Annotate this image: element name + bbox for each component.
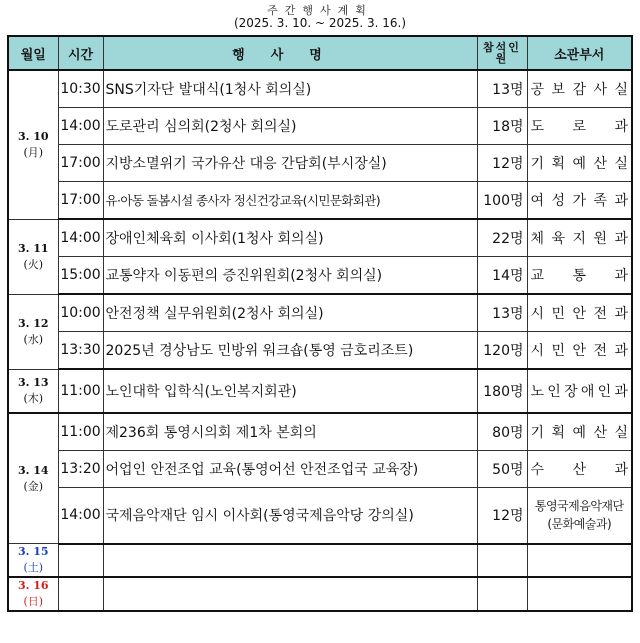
weekday-label: (水) xyxy=(23,332,44,346)
table-row xyxy=(8,219,632,257)
time-cell: 14:00 xyxy=(58,488,103,544)
dept-name: 체 육 지 원 과 xyxy=(530,231,628,247)
attendance-count: 14명 xyxy=(477,257,527,295)
dept-cell xyxy=(527,369,632,413)
event-name: 유·아동 돌봄시설 종사자 정신건강교육(시민문화회관) xyxy=(103,182,477,220)
time-cell: 14:00 xyxy=(58,108,103,145)
table-row xyxy=(8,70,632,108)
table-row xyxy=(8,577,632,611)
period-range: (2025. 3. 10. ~ 2025. 3. 16.) xyxy=(233,16,407,30)
dept-name: 기 획 예 산 실 xyxy=(530,425,628,441)
event-name: 노인대학 입학식(노인복지회관) xyxy=(103,369,477,413)
table-row xyxy=(8,413,632,451)
dept-name: 기 획 예 산 실 xyxy=(530,156,628,172)
dept-name: 도 로 과 xyxy=(530,119,628,135)
dept-cell xyxy=(527,488,632,544)
time-cell: 10:00 xyxy=(58,294,103,332)
attendance-count: 50명 xyxy=(477,451,527,488)
dept-name: 수 산 과 xyxy=(530,462,628,478)
dept-cell xyxy=(527,145,632,182)
time-cell xyxy=(58,544,103,578)
time-cell: 11:00 xyxy=(58,413,103,451)
page-title: 주간행사계획 xyxy=(267,4,373,17)
event-name: 국제음악재단 임시 이사회(통영국제음악당 강의실) xyxy=(103,488,477,544)
dept-cell xyxy=(527,257,632,295)
attendance-count: 22명 xyxy=(477,219,527,257)
dept-name: 교 통 과 xyxy=(530,268,628,284)
event-name: 도로관리 심의회(2청사 회의실) xyxy=(103,108,477,145)
dept-line-1: 통영국제음악재단 xyxy=(534,499,624,514)
event-name: 어업인 안전조업 교육(통영어선 안전조업국 교육장) xyxy=(103,451,477,488)
table-header-row xyxy=(8,36,632,70)
table-row xyxy=(8,451,632,488)
event-name: SNS기자단 발대식(1청사 회의실) xyxy=(103,70,477,108)
dept-cell xyxy=(527,332,632,370)
header-time: 시간 xyxy=(58,36,103,70)
time-cell: 13:20 xyxy=(58,451,103,488)
weekday-label: (金) xyxy=(23,479,44,493)
date-label: 3. 11 xyxy=(17,241,49,255)
attendance-count: 12명 xyxy=(477,488,527,544)
date-label: 3. 13 xyxy=(17,375,49,389)
weekday-label: (日) xyxy=(23,595,44,608)
dept-name: 여 성 가 족 과 xyxy=(530,193,628,209)
table-row xyxy=(8,294,632,332)
dept-cell xyxy=(527,182,632,220)
event-name xyxy=(103,544,477,578)
time-cell: 17:00 xyxy=(58,145,103,182)
time-cell: 11:00 xyxy=(58,369,103,413)
table-row xyxy=(8,145,632,182)
date-cell xyxy=(8,219,58,294)
header-date: 월일 xyxy=(8,36,58,70)
dept-cell xyxy=(527,413,632,451)
dept-cell xyxy=(527,577,632,611)
date-cell xyxy=(8,294,58,369)
attendance-count: 120명 xyxy=(477,332,527,370)
attendance-count: 13명 xyxy=(477,294,527,332)
time-cell: 15:00 xyxy=(58,257,103,295)
dept-line-2: (문화예술과) xyxy=(547,517,612,532)
dept-cell xyxy=(527,108,632,145)
header-event: 행사명 xyxy=(103,36,477,70)
table-row xyxy=(8,369,632,413)
weekday-label: (木) xyxy=(23,391,44,405)
dept-cell xyxy=(527,451,632,488)
attendance-count xyxy=(477,544,527,578)
attendance-count: 18명 xyxy=(477,108,527,145)
time-cell xyxy=(58,577,103,611)
attendance-count: 13명 xyxy=(477,70,527,108)
date-label: 3. 15 xyxy=(17,545,49,558)
weekday-label: (月) xyxy=(23,145,44,159)
table-row xyxy=(8,182,632,220)
table-row xyxy=(8,488,632,544)
table-row xyxy=(8,544,632,578)
event-name: 안전정책 실무위원회(2청사 회의실) xyxy=(103,294,477,332)
attendance-count: 80명 xyxy=(477,413,527,451)
dept-cell xyxy=(527,544,632,578)
date-label: 3. 16 xyxy=(17,579,49,592)
dept-name: 시 민 안 전 과 xyxy=(530,343,628,359)
date-label: 3. 12 xyxy=(17,316,49,330)
table-row xyxy=(8,108,632,145)
dept-name: 공 보 감 사 실 xyxy=(530,82,628,98)
dept-cell xyxy=(527,70,632,108)
weekday-label: (火) xyxy=(23,257,44,271)
event-name: 장애인체육회 이사회(1청사 회의실) xyxy=(103,219,477,257)
event-name: 교통약자 이동편의 증진위원회(2청사 회의실) xyxy=(103,257,477,295)
date-label: 3. 10 xyxy=(17,129,49,143)
event-name: 2025년 경상남도 민방위 워크숍(통영 금호리조트) xyxy=(103,332,477,370)
header-attendance: 참석인원 xyxy=(477,36,527,70)
time-cell: 14:00 xyxy=(58,219,103,257)
date-cell xyxy=(8,577,58,611)
time-cell: 13:30 xyxy=(58,332,103,370)
date-cell xyxy=(8,369,58,413)
attendance-count xyxy=(477,577,527,611)
weekly-schedule-table xyxy=(7,35,633,612)
date-cell xyxy=(8,413,58,544)
time-cell: 17:00 xyxy=(58,182,103,220)
table-row xyxy=(8,257,632,295)
event-name: 제236회 통영시의회 제1차 본회의 xyxy=(103,413,477,451)
event-name: 지방소멸위기 국가유산 대응 간담회(부시장실) xyxy=(103,145,477,182)
date-label: 3. 14 xyxy=(17,463,49,477)
event-name xyxy=(103,577,477,611)
time-cell: 10:30 xyxy=(58,70,103,108)
weekday-label: (土) xyxy=(23,561,44,574)
date-cell xyxy=(8,70,58,219)
dept-name: 시 민 안 전 과 xyxy=(530,306,628,322)
attendance-count: 12명 xyxy=(477,145,527,182)
dept-name: 노 인 장 애 인 과 xyxy=(530,384,628,400)
dept-cell xyxy=(527,294,632,332)
attendance-count: 180명 xyxy=(477,369,527,413)
header-dept: 소관부서 xyxy=(527,36,632,70)
date-cell xyxy=(8,544,58,578)
dept-cell xyxy=(527,219,632,257)
table-row xyxy=(8,332,632,370)
attendance-count: 100명 xyxy=(477,182,527,220)
